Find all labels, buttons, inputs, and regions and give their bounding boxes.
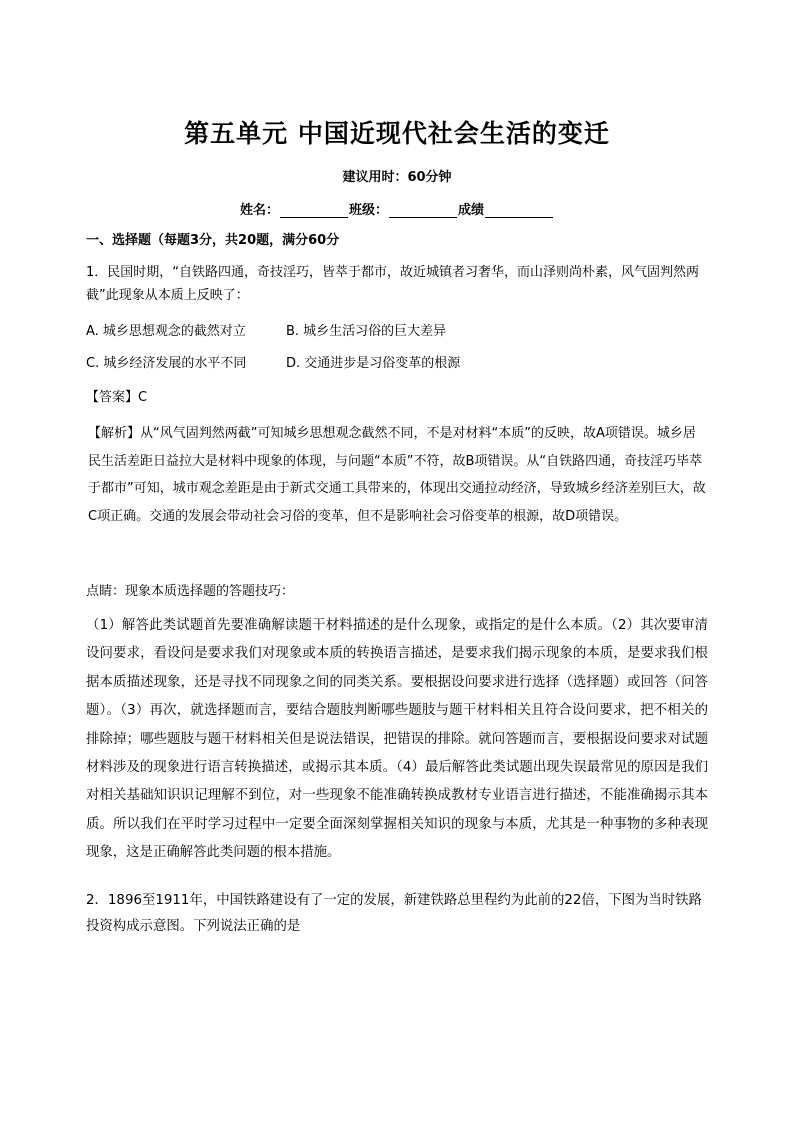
student-info-fields [0,199,794,218]
question-1-option-c: C. 城乡经济发展的水平不同 [86,356,247,371]
question-1-answer: 【答案】C [86,390,148,405]
page-title: 第五单元 中国近现代社会生活的变迁 [184,119,610,148]
name-label: 姓名： [239,203,279,218]
question-1-option-d: D. 交通进步是习俗变革的根源 [286,356,461,371]
question-2-stem: 2．1896至1911年，中国铁路建设有了一定的发展，新建铁路总里程约为此前的22倍，下图为当时铁路投资构成示意图。下列说法正确的是 [86,893,702,934]
section-heading: 一、选择题（每题3分，共20题，满分60分 [86,233,340,248]
name-blank [280,203,348,218]
tips-body: （1）解答此类试题首先要准确解读题干材料描述的是什么现象，或指定的是什么本质。（2）其次要审清设问要求，看设问是要求我们对现象或本质的转换语言描述，是要求我们揭示现象的本质，是要求我们根据本质描述现象，还是寻找不同现象之间的同类关系。要根据设问要求进行选择（选择题）或回答（问答题）。（3）再次，就选择题而言，要结合题肢判断哪些题肢与题干材料相关且符合设问要求，把不相关的排除掉；哪些题肢与题干材料相关但是说法错误，把错误的排除。就问答题而言，要根据设问要求对试题材料涉及的现象进行语言转换描述，或揭示其本质。（4）最后解答此类试题出现失误最常见的原因是我们对相关基础知识识记理解不到位，对一些现象不能准确转换成教材专业语言进行描述，不能准确揭示其本质。所以我们在平时学习过程中一定要全面深刻掌握相关知识的现象与本质，尤其是一种事物的多种表现现象，这是正确解答此类问题的根本措施。 [86,618,708,861]
score-blank [485,203,553,218]
class-blank [389,203,457,218]
question-1-analysis: 【解析】从“风气固判然两截”可知城乡思想观念截然不同，不是对材料“本质”的反映，故A项错误。城乡居民生活差距日益拉大是材料中现象的体现，与问题“本质”不符，故B项错误。从“自铁路四通，奇技淫巧毕萃于都市”可知，城市观念差距是由于新式交通工具带来的，体现出交通拉动经济，导致城乡经济差别巨大，故C项正确。交通的发展会带动社会习俗的变革，但不是影响社会习俗变革的根源，故D项错误。 [88,426,706,524]
question-1-option-a: A. 城乡思想观念的截然对立 [86,324,246,339]
question-1-stem: 1．民国时期，“自铁路四通，奇技淫巧，皆萃于都市，故近城镇者习奢华，而山泽则尚朴素，风气固判然两截”此现象从本质上反映了： [86,265,700,303]
score-label: 成绩 [458,203,485,218]
tips-title: 点睛：现象本质选择题的答题技巧： [86,584,295,599]
suggested-time: 建议用时：60分钟 [342,170,452,185]
class-label: 班级： [348,203,388,218]
question-1-option-b: B. 城乡生活习俗的巨大差异 [286,324,447,339]
